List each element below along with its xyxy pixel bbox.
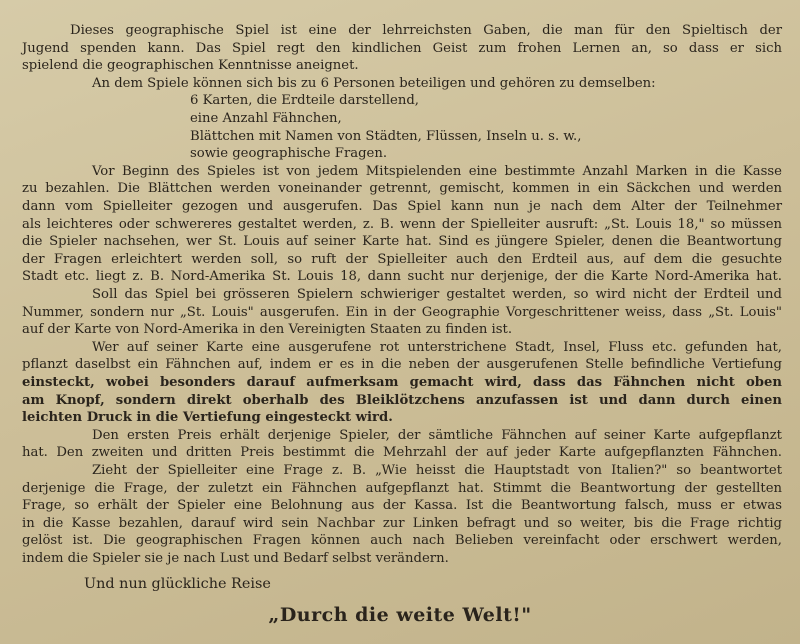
list-item: sowie geographische Fragen. (190, 146, 388, 162)
text-line: Zieht der Spielleiter eine Frage z. B. „Wie heisst die Hauptstadt von Italien?" so beantwortet (92, 463, 782, 478)
text-line: Den ersten Preis erhält derjenige Spieler, der sämtliche Fähnchen auf seiner Karte aufgepflanzt (92, 427, 782, 443)
text-line: gelöst ist. Die geographischen Fragen können auch nach Belieben vereinfacht oder erschwert werden, (22, 533, 782, 549)
text-line: die Spieler nachsehen, wer St. Louis auf seiner Karte hat. Sind es jüngere Spieler, denen die Beantwortung (22, 234, 782, 250)
text-line: dann vom Spielleiter gezogen und ausgerufen. Das Spiel kann nun je nach dem Alter der Teilnehmer (22, 199, 782, 214)
list-item: 6 Karten, die Erdteile darstellend, (190, 93, 419, 109)
game-title: „Durch die weite Welt!" (268, 603, 532, 626)
text-line: als leichteres oder schwereres gestaltet werden, z. B. wenn der Spielleiter ausruft: „St. Louis 18," so müssen (22, 216, 782, 232)
text-line: Stadt etc. liegt z. B. Nord-Amerika St. Louis 18, dann sucht nur derjenige, der die Karte Nord-Amerika hat. (22, 269, 782, 285)
list-item: Blättchen mit Namen von Städten, Flüssen, Inseln u. s. w., (190, 128, 582, 144)
closing-line: Und nun glückliche Reise (84, 575, 271, 592)
text-line: derjenige die Frage, der zuletzt ein Fähnchen aufgepflanzt hat. Stimmt die Beantwortung der gestellten (22, 480, 782, 496)
text-line: indem die Spieler sie je nach Lust und Bedarf selbst verändern. (22, 551, 449, 566)
bold-text-line: am Knopf, sondern direkt oberhalb des Bleiklötzchens anzufassen ist und dann durch einen (22, 392, 782, 408)
text-line: Jugend spenden kann. Das Spiel regt den kindlichen Geist zum frohen Lernen an, so dass er sich (22, 40, 782, 56)
text-line: der Fragen erleichtert werden soll, so ruft der Spielleiter auch den Erdteil aus, auf dem die gesuchte (22, 251, 782, 267)
text-line: Nummer, sondern nur „St. Louis" ausgerufen. Ein in der Geographie Vorgeschrittener weiss, dass „St. Louis" (22, 304, 782, 320)
text-line: An dem Spiele können sich bis zu 6 Personen beteiligen und gehören zu demselben: (92, 75, 656, 91)
text-line: Soll das Spiel bei grösseren Spielern schwieriger gestaltet werden, so wird nicht der Erdteil und (92, 287, 782, 302)
text-line: auf der Karte von Nord-Amerika in den Vereinigten Staaten zu finden ist. (22, 322, 513, 338)
bold-text-line: leichten Druck in die Vertiefung eingesteckt wird. (22, 410, 393, 426)
text-line: hat. Den zweiten und dritten Preis bestimmt die Mehrzahl der auf jeder Karte aufgepflanzten Fähnchen. (22, 445, 782, 461)
text-line: Frage, so erhält der Spieler eine Belohnung aus der Kassa. Ist die Beantwortung falsch, muss er etwas (22, 498, 782, 514)
text-line: Wer auf seiner Karte eine ausgerufene rot unterstrichene Stadt, Insel, Fluss etc. gefunden hat, (92, 339, 782, 355)
text-line: Vor Beginn des Spieles ist von jedem Mitspielenden eine bestimmte Anzahl Marken in die Kasse (92, 163, 782, 179)
list-item: eine Anzahl Fähnchen, (190, 111, 342, 126)
text-line: zu bezahlen. Die Blättchen werden voneinander getrennt, gemischt, kommen in ein Säckchen und werden (22, 181, 782, 197)
text-line: Dieses geographische Spiel ist eine der lehrreichsten Gaben, die man für den Spieltisch der (70, 23, 782, 38)
bold-text-line: einsteckt, wobei besonders darauf aufmerksam gemacht wird, dass das Fähnchen nicht oben (22, 375, 782, 390)
text-line: in die Kasse bezahlen, darauf wird sein Nachbar zur Linken befragt und so weiter, bis die Frage richtig (22, 515, 782, 531)
text-line: spielend die geographischen Kenntnisse aneignet. (22, 58, 359, 74)
text-line: pflanzt daselbst ein Fähnchen auf, indem er es in die neben der ausgerufenen Stelle befindliche Vertiefung (22, 357, 782, 373)
